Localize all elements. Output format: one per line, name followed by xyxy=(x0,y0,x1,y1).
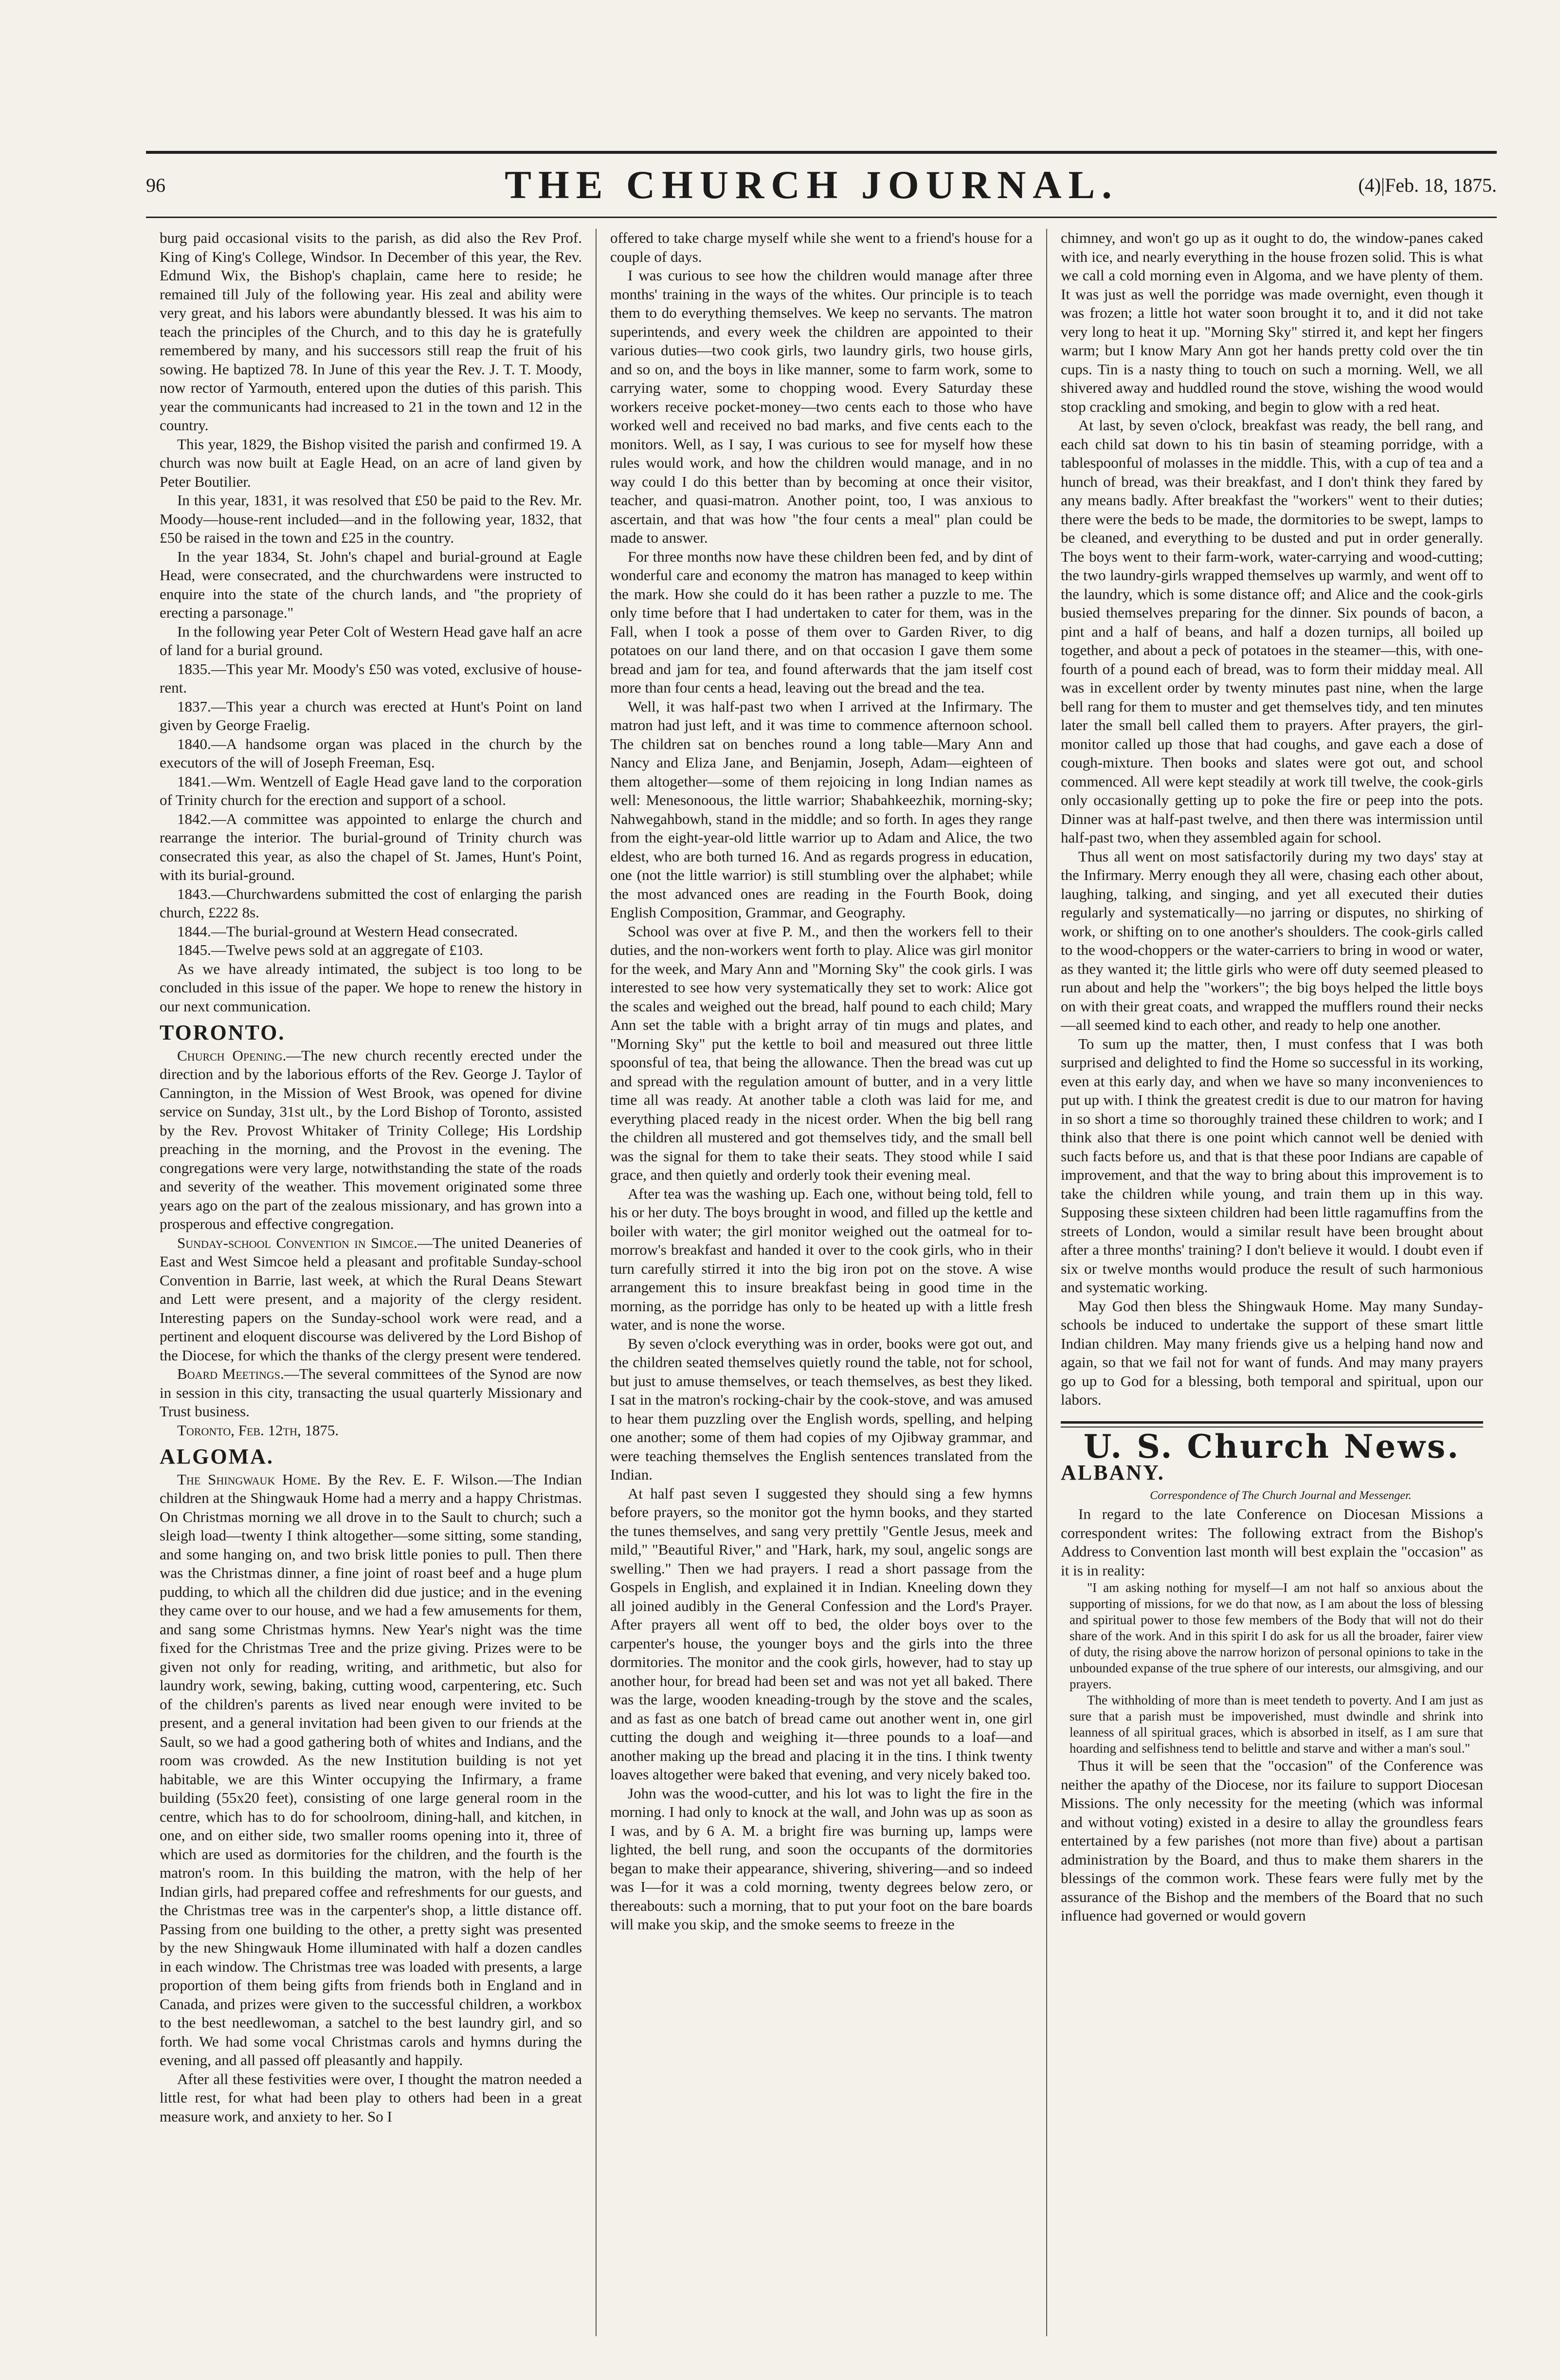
quoted-passage: "I am asking nothing for myself—I am not half so anxious about the supporting of missions, for we do that now, as I am about the loss of blessing and spiritual power to those few members of the Body that will not do their share of the work. And in this spirit I do ask for us all the broader, fairer view of duty, the rising above the narrow horizon of personal opinions to take in the unbounded expanse of the true sphere of our interests, our almsgiving, and our prayers. xyxy=(1070,1580,1483,1691)
paragraph: As we have already intimated, the subject is too long to be concluded in this issue of the paper. We hope to renew the history in our next communication. xyxy=(160,960,582,1015)
top-rule xyxy=(146,151,1497,154)
paragraph: I was curious to see how the children would manage after three months' training in the ways of the whites. Our principle is to teach them to do everything themselves. We keep no servants. The matron superintends, and every week the children are appointed to their various duties—two cook girls, two laundry girls, two house girls, and so on, and the boys in like manner, some to farm work, some to carrying water, some to chopping wood. Every Saturday these workers receive pocket-money—two cents each to those who have worked well and received no bad marks, and five cents each to the monitors. Well, as I say, I was curious to see for myself how these rules would work, and how the children would manage, and in no way could I do this better than by becoming at once their visitor, teacher, and quasi-matron. Another point, too, I was anxious to ascertain, and that was how "the four cents a meal" plan could be made to answer. xyxy=(610,267,1033,546)
paragraph: To sum up the matter, then, I must confess that I was both surprised and delighted to find the Home so successful in its working, even at this early day, and when we have so many inconveniences to put up with. I think the greatest credit is due to our matron for having in so short a time so thoroughly trained these children to work; and I think also that there is one point which cannot well be denied with such facts before us, and that is that these poor Indians are capable of improvement, and that the way to bring about this improvement is to take the children while young, and train them up in this way. Supposing these sixteen children had been little ragamuffins from the streets of London, would a similar result have been brought about after a three months' training? I don't believe it would. I doubt even if six or twelve months would produce the result of such harmonious and systematic working. xyxy=(1061,1035,1483,1296)
column-2 xyxy=(596,229,1046,2336)
paragraph: 1840.—A handsome organ was placed in the church by the executors of the will of Joseph Freeman, Esq. xyxy=(160,735,582,771)
section-heading-toronto: TORONTO. xyxy=(160,1021,286,1044)
paragraph: 1837.—This year a church was erected at Hunt's Point on land given by George Fraelig. xyxy=(160,697,582,733)
paragraph: In regard to the late Conference on Diocesan Missions a correspondent writes: The following extract from the Bishop's Address to Convention last month will best explain the "occasion" as it is in reality: xyxy=(1061,1505,1483,1579)
paragraph: burg paid occasional visits to the parish, as did also the Rev Prof. King of King's College, Windsor. In December of this year, the Rev. Edmund Wix, the Bishop's chaplain, came here to reside; he remained till July of the following year. His zeal and ability were very great, and his labors were abundantly blessed. It was his aim to teach the principles of the Church, and to this day he is gratefully remembered by many, and his successors still reap the fruit of his sowing. He baptized 78. In June of this year the Rev. J. T. T. Moody, now rector of Yarmouth, entered upon the duties of this parish. This year the communicants had increased to 21 in the town and 12 in the country. xyxy=(160,229,582,434)
paragraph: School was over at five P. M., and then the workers fell to their duties, and the non-workers went forth to play. Alice was girl monitor for the week, and Mary Ann and "Morning Sky" the cook girls. I was interested to see how very systematically they set to work: Alice got the scales and weighed out the bread, half pound to each child; Mary Ann set the table with a bright array of tin mugs and plates, and "Morning Sky" put the kettle to boil and measured out three little spoonsful of tea, that being the allowance. Then the bread was cut up and spread with the regulation amount of butter, and in a very little time all was ready. At another table a cloth was laid for me, and everything placed ready in the nicest order. When the big bell rang the children all mustered and got themselves tidy, and the small bell was the signal for them to take their seats. They stood while I said grace, and then quietly and orderly took their evening meal. xyxy=(610,922,1033,1183)
paragraph: offered to take charge myself while she went to a friend's house for a couple of days. xyxy=(610,229,1033,265)
subheading: Sunday-school Convention in Simcoe. xyxy=(177,1234,417,1251)
correspondence-note: Correspondence of The Church Journal and Messenger. xyxy=(1150,1489,1412,1502)
paragraph: By seven o'clock everything was in order, books were got out, and the children seated themselves quietly round the table, not for school, but just to amuse themselves, or teach themselves, as best they liked. I sat in the matron's rocking-chair by the cook-stove, and was amused to hear them puzzling over the English words, spelling, and helping one another; some of them had copies of my Ojibway grammar, and were teaching themselves the English sentences translated from the Indian. xyxy=(610,1335,1033,1483)
subheading: Board Meetings. xyxy=(177,1365,284,1382)
paragraph: 1841.—Wm. Wentzell of Eagle Head gave land to the corporation of Trinity church for the erection and support of a school. xyxy=(160,772,582,808)
paragraph: After tea was the washing up. Each one, without being told, fell to his or her duty. The boys brought in wood, and filled up the kettle and boiler with water; the girl monitor weighed out the oatmeal for to-morrow's breakfast and handed it over to the cook girls, who in their turn carefully stirred it into the big iron pot on the stove. A wise arrangement this to insure breakfast being in good time in the morning, as the porridge has only to be heated up with a little fresh water, and is none the worse. xyxy=(610,1185,1033,1333)
column-3 xyxy=(1046,229,1497,2336)
issue-date: (4)|Feb. 18, 1875. xyxy=(1358,174,1497,196)
paragraph: John was the wood-cutter, and his lot was to light the fire in the morning. I had only to knock at the wall, and John was up as soon as I was, and by 6 A. M. a bright fire was burning up, lamps were lighted, the bell rung, and soon the occupants of the dormitories began to make their appearance, shivering, shivering—and so indeed was I—for it was a cold morning, twenty degrees below zero, or thereabouts: such a morning, that to put your foot on the bare boards will make you skip, and the smoke seems to freeze in the xyxy=(610,1784,1033,1933)
quoted-passage: The withholding of more than is meet tendeth to poverty. And I am just as sure that a parish must be impoverished, must dwindle and shrink into leanness of all spiritual graces, which is absorbed in itself, as I am sure that hoarding and selfishness tend to belittle and starve and wither a man's soul." xyxy=(1070,1693,1483,1756)
page-number: 96 xyxy=(146,174,165,196)
paragraph: For three months now have these children been fed, and by dint of wonderful care and economy the matron has managed to keep within the mark. How she could do it has been rather a puzzle to me. The only time before that I had undertaken to cater for them, was in the Fall, when I took a posse of them over to Garden River, to dig potatoes on our land there, and on that occasion I gave them some bread and jam for tea, and found afterwards that the jam itself cost more than four cents a head, leaving out the bread and the tea. xyxy=(610,548,1033,696)
section-heading-algoma: ALGOMA. xyxy=(160,1445,274,1468)
masthead xyxy=(146,161,1497,209)
column-1 xyxy=(146,229,596,2336)
paragraph: Thus it will be seen that the "occasion" of the Conference was neither the apathy of the Diocese, nor its failure to support Diocesan Missions. The only necessity for the meeting (which was informal and without voting) existed in a desire to allay the groundless fears entertained by a few parishes (not more than five) about a partisan administration by the Board, and thus to make them sharers in the blessings of the common work. These fears were fully met by the assurance of the Bishop and the members of the Board that no such influence had governed or would govern xyxy=(1061,1757,1483,1924)
subheading: The Shingwauk Home. xyxy=(177,1470,321,1488)
paragraph: At last, by seven o'clock, breakfast was ready, the bell rang, and each child sat down to his tin basin of steaming porridge, with a tablespoonful of molasses in the middle. This, with a cup of tea and a hunch of bread, was their breakfast, and I don't think they fared by any means badly. After breakfast the "workers" went to their duties; there were the beds to be made, the dormitories to be swept, lamps to be cleaned, and everything to be dusted and put in order generally. The boys went to their farm-work, water-carrying and wood-cutting; the two laundry-girls wrapped themselves up warmly, and went off to the laundry, which is some distance off; and Alice and the cook-girls busied themselves preparing for the dinner. Six pounds of bacon, a pint and a half of beans, and half a dozen turnips, all boiled up together, and about a peck of potatoes in the steamer—this, with one-fourth of a pound each of bread, was to form their midday meal. All was in excellent order by twenty minutes past nine, when the large bell rang for them to muster and get themselves tidy, and ten minutes later the small bell called them to prayers. After prayers, the girl-monitor called up those that had coughs, and gave each a dose of cough-mixture. Then books and slates were got out, and school commenced. All were kept steadily at work till twelve, the cook-girls only occasionally getting up to poke the fire or peep into the pots. Dinner was at half-past twelve, and then there was intermission until half-past two, when they assembled again for school. xyxy=(1061,417,1483,846)
paragraph: Well, it was half-past two when I arrived at the Infirmary. The matron had just left, and it was time to commence afternoon school. The children sat on benches round a long table—Mary Ann and Nancy and Eliza Jane, and Benjamin, Joseph, Adam—eighteen of them altogether—some of them rejoicing in long Indian names as well: Menesonoous, the little warrior; Shabahkeezhik, morning-sky; Nahwegahbowh, stand in the middle; and so forth. In ages they range from the eight-year-old little warrior up to Adam and Alice, the two eldest, who are both turned 16. And as regards progress in education, one (not the little warrior) is still stumbling over the alphabet; while the most advanced ones are reading in the Fourth Book, doing English Composition, Grammar, and Geography. xyxy=(610,697,1033,921)
paragraph: May God then bless the Shingwauk Home. May many Sunday-schools be induced to undertake the support of these smart little Indian children. May many friends give us a helping hand now and again, so that we fail not for want of funds. And may many prayers go up to God for a blessing, both temporal and spiritual, upon our labors. xyxy=(1061,1297,1483,1408)
paragraph: 1843.—Churchwardens submitted the cost of enlarging the parish church, £222 8s. xyxy=(160,885,582,921)
paragraph: By the Rev. E. F. Wilson.—The Indian children at the Shingwauk Home had a merry and a happy Christmas. On Christmas morning we all drove in to the Sault to church; such a sleigh load—twenty I think altogether—some sitting, some standing, and some hanging on, and two brisk little ponies to pull. Then there was the Christmas dinner, a fine joint of roast beef and a huge plum pudding, to which all the children did due justice; and in the evening they came over to our house, and we had a few amusements for them, and sang some Christmas hymns. New Year's night was the time fixed for the Christmas Tree and the prize giving. Prizes were to be given not only for reading, writing, and arithmetic, but also for laundry work, sewing, baking, cutting wood, carpentering, etc. Such of the children's parents as lived near enough were invited to be present, and a general invitation had been given to our friends at the Sault, so we had a good gathering both of whites and Indians, and the room was crowded. As the new Institution building is not yet habitable, we are this Winter occupying the Infirmary, a frame building (55x20 feet), consisting of one large general room in the centre, which has to do for schoolroom, dining-hall, and kitchen, in one, and on either side, two smaller rooms opening into it, three of which are used as dormitories for the children, and the fourth is the matron's room. In this building the matron, with the help of her Indian girls, had prepared coffee and refreshments for our guests, and the Christmas tree was in the carpenter's shop, a little distance off. Passing from one building to the other, a pretty sight was presented by the new Shingwauk Home illuminated with half a dozen candles in each window. The Christmas tree was loaded with presents, a large proportion of them being gifts from friends both in England and in Canada, and prizes were given to the successful children, a workbox to the best needlewoman, a satchel to the best laundry girl, and so forth. We had some vocal Christmas carols and hymns during the evening, and all passed off pleasantly and happily. xyxy=(160,1470,582,2069)
paragraph: —The new church recently erected under the direction and by the laborious efforts of the Rev. George J. Taylor of Cannington, in the Mission of West Brook, was opened for divine service on Sunday, 31st ult., by the Lord Bishop of Toronto, assisted by the Rev. Provost Whitaker of Trinity College; His Lordship preaching in the morning, and the Provost in the evening. The congregations were very large, notwithstanding the state of the roads and severity of the weather. This movement originated some three years ago on the part of the zealous missionary, and has grown into a prosperous and effective congregation. xyxy=(160,1046,582,1232)
dateline: Toronto, Feb. 12th, 1875. xyxy=(177,1421,339,1439)
paragraph: In the year 1834, St. John's chapel and burial-ground at Eagle Head, were consecrated, and the churchwardens were instructed to enquire into the state of the church lands, and "the propriety of erecting a parsonage." xyxy=(160,548,582,621)
paragraph: 1844.—The burial-ground at Western Head consecrated. xyxy=(177,922,518,940)
newspaper-title: THE CHURCH JOURNAL. xyxy=(505,163,1119,207)
paragraph: In this year, 1831, it was resolved that £50 be paid to the Rev. Mr. Moody—house-rent included—and in the following year, 1832, that £50 be raised in the town and £25 in the country. xyxy=(160,492,582,546)
section-heading-albany: ALBANY. xyxy=(1061,1461,1165,1484)
paragraph: —The united Deaneries of East and West Simcoe held a pleasant and profitable Sunday-school Convention in Barrie, last week, at which the Rural Deans Stewart and Lett were present, and a majority of the clergy resident. Interesting papers on the Sunday-school work were read, and a pertinent and eloquent discourse was delivered by the Lord Bishop of the Diocese, for which the thanks of the clergy present were tendered. xyxy=(160,1234,582,1364)
section-divider xyxy=(1061,1421,1483,1428)
article-columns xyxy=(146,229,1497,2336)
paragraph: After all these festivities were over, I thought the matron needed a little rest, for what had been play to others had been in a great measure work, and anxiety to her. So I xyxy=(160,2070,582,2125)
masthead-rule xyxy=(146,217,1497,218)
subheading: Church Opening. xyxy=(177,1046,287,1064)
paragraph: 1842.—A committee was appointed to enlarge the church and rearrange the interior. The burial-ground of Trinity church was consecrated this year, as also the chapel of St. James, Hunt's Point, with its burial-ground. xyxy=(160,810,582,883)
section-heading-church-news: U. S. Church News. xyxy=(1083,1427,1461,1465)
paragraph: At half past seven I suggested they should sing a few hymns before prayers, so the monitor got the hymn books, and they started the tunes themselves, and sang very prettily "Gentle Jesus, meek and mild," "Beautiful River," and "Hark, hark, my soul, angelic songs are swelling." Then we had prayers. I read a short passage from the Gospels in English, and explained it in Indian. Kneeling down they all joined audibly in the General Confession and the Lord's Prayer. After prayers all went off to bed, the older boys over to the carpenter's house, the younger boys and the girls into the three dormitories. The monitor and the cook girls, however, had to stay up another hour, for bread had been set and was not yet all baked. There was the large, wooden kneading-trough by the stove and the scales, and as fast as one batch of bread came out another went in, one girl cutting the dough and weighing it—three pounds to a loaf—and another making up the bread and placing it in the tins. I think twenty loaves altogether were baked that evening, and very nicely baked too. xyxy=(610,1484,1033,1783)
paragraph: Thus all went on most satisfactorily during my two days' stay at the Infirmary. Merry enough they all were, chasing each other about, laughing, talking, and singing, and yet all executed their duties regularly and systematically—no jarring or disputes, no shirking of work, or shifting on to one another's shoulders. The cook-girls called to the wood-choppers or the water-carriers to bring in wood or water, as they wanted it; the little girls who were off duty seemed pleased to run about and help the "workers"; the big boys helped the little boys on with their great coats, and wrapped the mufflers round their necks—all seemed kind to each other, and ready to help one another. xyxy=(1061,847,1483,1033)
paragraph: 1845.—Twelve pews sold at an aggregate of £103. xyxy=(177,941,483,958)
paragraph: chimney, and won't go up as it ought to do, the window-panes caked with ice, and nearly everything in the house frozen solid. This is what we call a cold morning even in Algoma, and we have plenty of them. It was just as well the porridge was made overnight, even though it was frozen; a little hot water soon brought it to, and it did not take very long to heat it up. "Morning Sky" stirred it, and kept her fingers warm; but I know Mary Ann got her hands pretty cold over the tin cups. Tin is a nasty thing to touch on such a morning. Well, we all shivered away and huddled round the stove, wishing the wood would stop crackling and smoking, and begin to glow with a red heat. xyxy=(1061,229,1483,415)
paragraph: This year, 1829, the Bishop visited the parish and confirmed 19. A church was now built at Eagle Head, on an acre of land given by Peter Boutilier. xyxy=(160,435,582,490)
paragraph: 1835.—This year Mr. Moody's £50 was voted, exclusive of house-rent. xyxy=(160,660,582,696)
paragraph: In the following year Peter Colt of Western Head gave half an acre of land for a burial ground. xyxy=(160,622,582,659)
paragraph: —The several committees of the Synod are now in session in this city, transacting the usual quarterly Missionary and Trust business. xyxy=(160,1365,582,1420)
